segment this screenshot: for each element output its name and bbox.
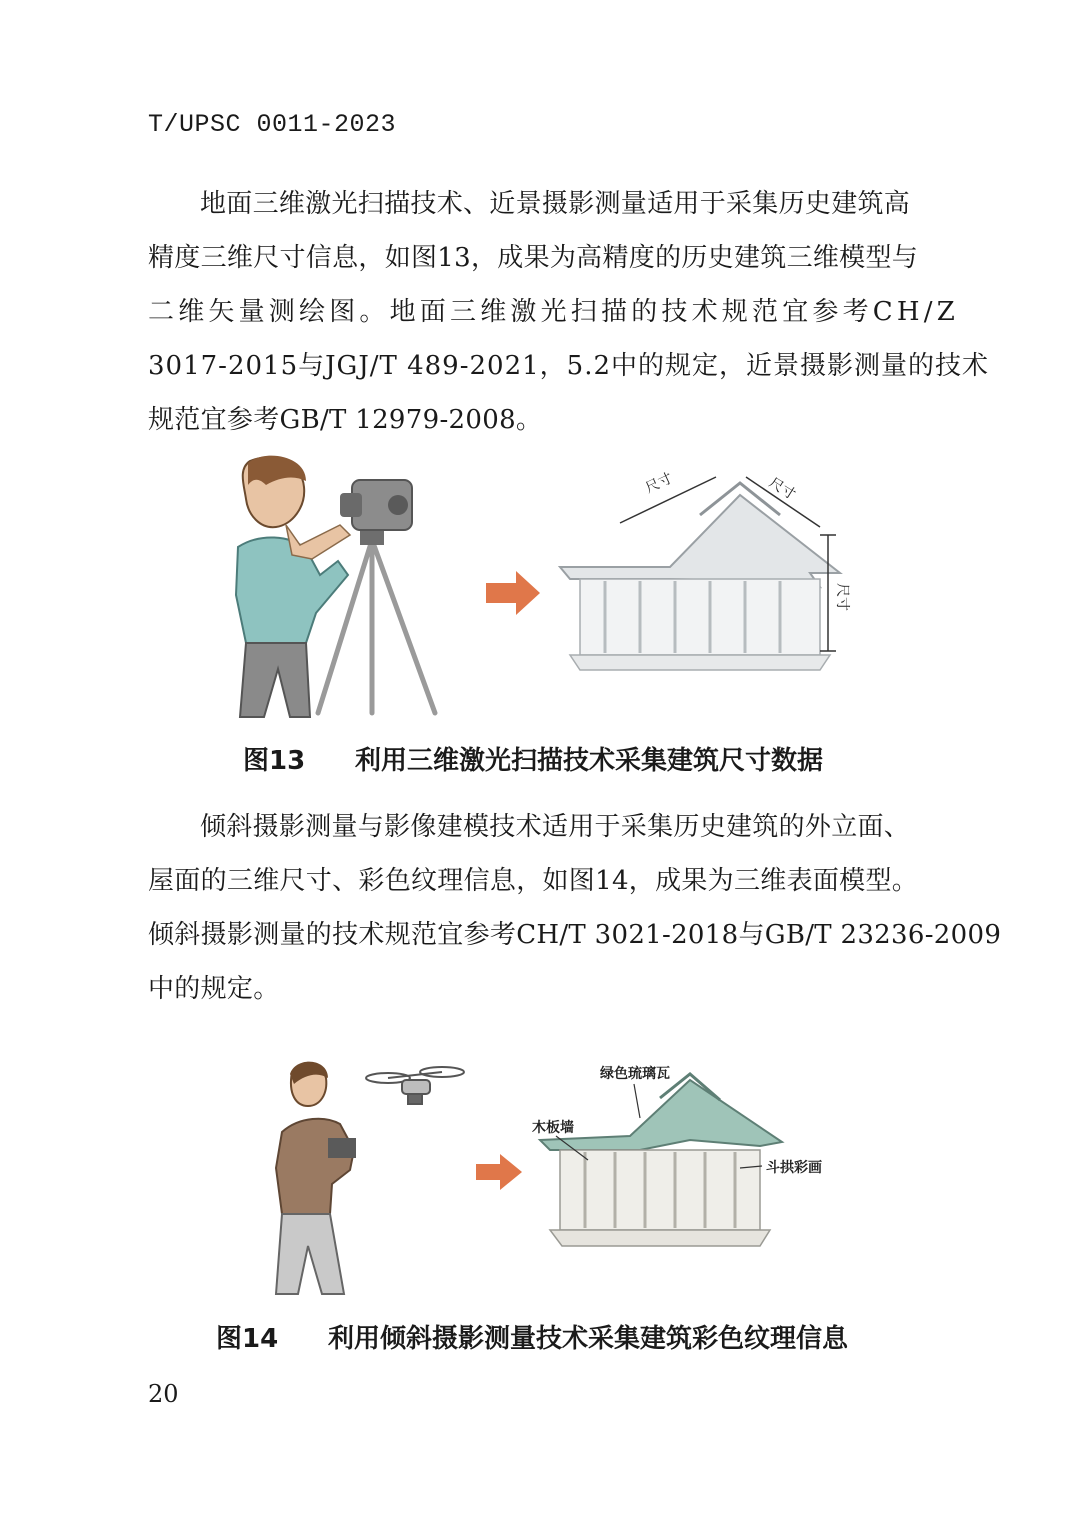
- textured-building-icon: [540, 1074, 782, 1246]
- figure-13-illustration: [220, 455, 870, 720]
- figure-13-number: 图13: [243, 746, 306, 776]
- page-number: 20: [148, 1380, 179, 1408]
- figure-14-number: 图14: [216, 1324, 279, 1354]
- standard-code-header: T/UPSC 0011-2023: [148, 110, 397, 139]
- paragraph-1-line-2: 精度三维尺寸信息，如图13，成果为高精度的历史建筑三维模型与: [148, 243, 919, 273]
- paragraph-2-line-3: 倾斜摄影测量的技术规范宜参考CH/T 3021-2018与GB/T 23236-2009: [148, 920, 1002, 950]
- paragraph-1-line-4: 3017-2015与JGJ/T 489-2021，5.2中的规定，近景摄影测量的技术: [148, 351, 990, 381]
- dimension-label-roof-left: 尺寸: [642, 470, 676, 497]
- drone-operator-person-icon: [276, 1062, 356, 1294]
- drone-icon: [366, 1067, 464, 1104]
- figure-14-illustration: [270, 1050, 830, 1300]
- paragraph-2-line-2: 屋面的三维尺寸、彩色纹理信息，如图14，成果为三维表面模型。: [148, 866, 919, 896]
- arrow-icon: [486, 571, 540, 615]
- dimension-label-roof-right: 尺寸: [765, 474, 799, 504]
- figure-13-caption-text: 利用三维激光扫描技术采集建筑尺寸数据: [355, 746, 824, 776]
- paragraph-1-line-5: 规范宜参考GB/T 12979-2008。: [148, 405, 543, 435]
- dimension-label-height: 尺寸: [834, 583, 850, 611]
- paragraph-2-line-4: 中的规定。: [148, 974, 280, 1004]
- figure-14-caption: [216, 1318, 848, 1355]
- surveyor-person-icon: [236, 456, 350, 717]
- paragraph-2-line-1: 倾斜摄影测量与影像建模技术适用于采集历史建筑的外立面、: [200, 812, 911, 842]
- paragraph-2: [148, 800, 1002, 1016]
- label-green-glazed-tile: 绿色琉璃瓦: [600, 1066, 670, 1082]
- paragraph-1-line-3: 二维矢量测绘图。地面三维激光扫描的技术规范宜参考CH/Z: [148, 297, 959, 327]
- historic-building-icon: [560, 483, 840, 670]
- arrow-icon-2: [476, 1154, 522, 1190]
- paragraph-1: [148, 177, 990, 447]
- laser-scanner-icon: [340, 480, 412, 530]
- figure-14-caption-text: 利用倾斜摄影测量技术采集建筑彩色纹理信息: [328, 1324, 849, 1354]
- label-bracket-painting: 斗拱彩画: [766, 1160, 822, 1176]
- remote-controller-icon: [328, 1138, 356, 1158]
- label-wooden-wall: 木板墙: [532, 1120, 574, 1136]
- paragraph-1-line-1: 地面三维激光扫描技术、近景摄影测量适用于采集历史建筑高: [200, 189, 911, 219]
- figure-13-caption: [243, 740, 823, 777]
